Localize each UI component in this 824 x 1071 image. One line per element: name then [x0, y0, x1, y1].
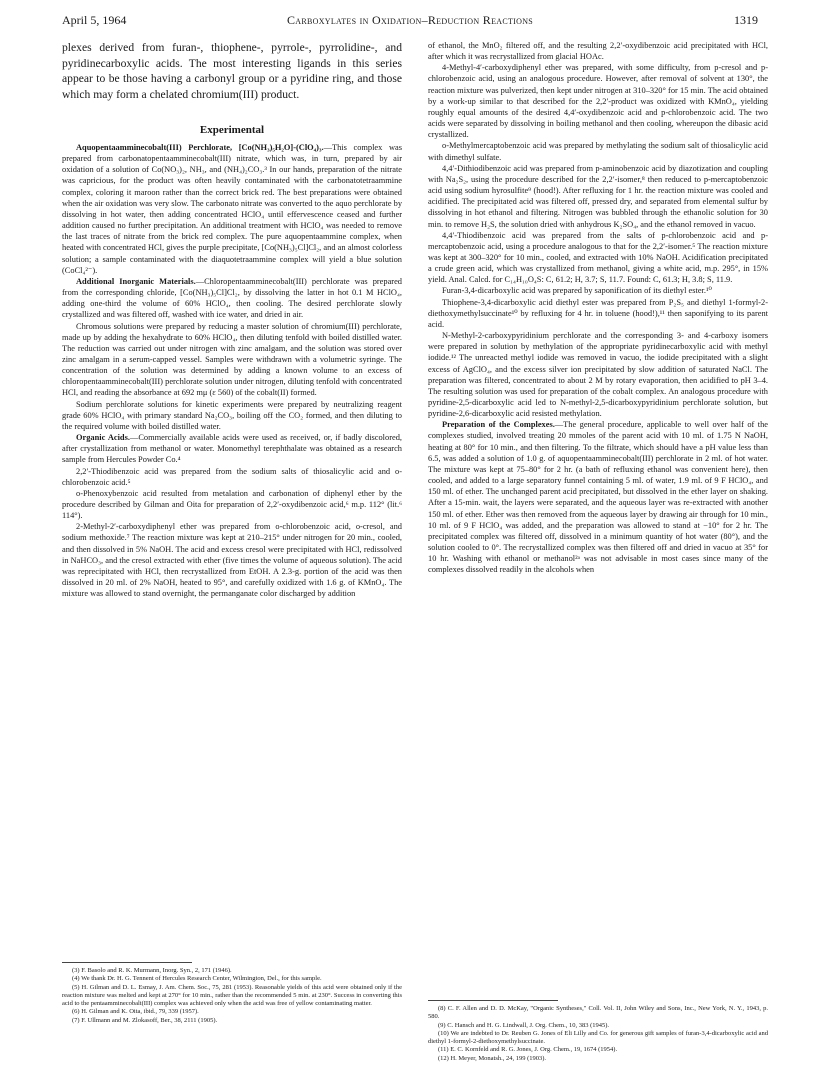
header-title: Carboxylates in Oxidation–Reduction Reactions — [286, 13, 534, 27]
paragraph-continued: of ethanol, the MnO₂ filtered off, and the resulting 2,2′-oxydibenzoic acid precipitated with HCl, after which it was recrystallized from glacial HOAc. — [428, 41, 768, 62]
paragraph-dithiodibenzoic: 4,4′-Dithiodibenzoic acid was prepared from p-aminobenzoic acid by diazotization and coupling with Na₂S₂, using the procedure described for the 2,2′-isomer,⁸ then reduced to p-mercaptobenzoic acid using sodium hyrosulfite⁹ (hood!). After refluxing for 1 hr. the reaction mixture was cooled and acidified. The precipitated acid was filtered off, pressed dry, and separated from elemental sulfur by dissolving in hot ethanol and filtering. Nitrogen was bubbled through the ethanolic solution for 30 min. to remove H₂S, the solution dried with anhydrous K₂SO₄, and the ethanol removed in vacuo. — [428, 163, 768, 229]
footnote: (7) F. Ullmann and M. Zlokasoff, Ber., 38, 2111 (1905). — [72, 1016, 218, 1024]
footnotes-right — [428, 1000, 768, 1063]
footnote: (6) H. Gilman and K. Oita, ibid., 79, 339 (1957). — [72, 1008, 199, 1016]
paragraph-thiodibenzoic: 2,2′-Thiodibenzoic acid was prepared from the sodium salts of thiosalicylic acid and o-chlorobenzoic acid.⁵ — [62, 466, 402, 487]
footnote: (11) E. C. Kornfeld and R. G. Jones, J. Org. Chem., 19, 1674 (1954). — [438, 1046, 618, 1054]
footnote: (12) H. Meyer, Monatsh., 24, 199 (1903). — [438, 1054, 547, 1062]
paragraph-methylmercaptobenzoic: o-Methylmercaptobenzoic acid was prepared by methylating the sodium salt of thiosalicylic acid with dimethyl sulfate. — [428, 141, 768, 162]
footnotes-left — [62, 962, 402, 1025]
paragraph-methyl-carboxydiphenyl: 2-Methyl-2′-carboxydiphenyl ether was prepared from o-chlorobenzoic acid, o-cresol, and sodium methoxide.⁷ The reaction mixture was kept at 210–215° under nitrogen for 20 min., cooled, and then dissolved in 5% NaOH. The acid and excess cresol were precipitated with HCl, redissolved in NaHCO₃, and the cresol extracted with ether (five times the volume of aqueous solution). The acid was reprecipitated with HCl, then recrystallized from EtOH. A 2.3-g. portion of the acid was then dissolved in 20 ml. of 2% NaOH, heated to 95°, and carefully oxidized with 1.6 g. of KMnO₄. The mixture was allowed to stand overnight, the permanganate color discharged by addition — [62, 522, 402, 599]
footnote-rule — [62, 962, 192, 963]
running-header — [62, 10, 758, 30]
paragraph-text: —This complex was prepared from carbonatopentaamminecobalt(III) nitrate, which was, in turn, prepared by air oxidation of a solution of Co(NO₃)₂, NH₃, and (NH₄)₂CO₃.³ In our hands, preparation of the nitrate was capricious, for the product was often heavily contaminated with the carbonatotetraammine complex, coloring it maroon rather than the correct brick red. The best preparations were obtained when the air oxidation was very slow. The carbonato nitrate was converted to the aquo perchlorate by dissolving in hot water, then adding concentrated HClO₄ until effervescence ceased and further addition caused no further precipitation. An additional treatment with HClO₄ was needed to remove the last traces of nitrate from the brick red complex. The pure aquopentaammine complex, when heated with concentrated HCl, gives the purple precipitate, [Co(NH₃)₅Cl]Cl₂, and an almost colorless solution; a sample contaminated with the diaquotetraammine complex will yield a blue solution (CoCl₄²⁻). — [62, 143, 403, 275]
paragraph-text: —Commercially available acids were used as received, or, if badly discolored, after crystallization from methanol or water. Monomethyl terephthalate was obtained as a research sample from Hercules Powder Co.⁴ — [62, 433, 402, 465]
paragraph-methyl-carboxypyridinium: N-Methyl-2-carboxypyridinium perchlorate and the corresponding 3- and 4-carboxy isomers were prepared in solution by methylation of the appropriate pyridinecarboxylic acid with methyl iodide.¹² The unreacted methyl iodide was removed in vacuo, the iodide precipitated with a slight excess of AgClO₄, and the excess silver ion precipitated by slow addition of saturated NaCl. The preparation was filtered, concentrated to about 2 M by rotary evaporation, then acidified to pH 3–4. The resulting solution was used for preparation of the cobalt complex. An analogous procedure with pyridine-2,5-dicarboxylic acid led to N-methyl-2,5-dicarboxypyridinium perchlorate solution, but pyridine-2,6-dicarboxylic acid resisted methylation. — [428, 331, 768, 419]
left-column — [62, 40, 402, 599]
paragraph-preparation-complexes — [428, 419, 768, 575]
paragraph-organic-acids — [62, 432, 402, 465]
paragraph-chromous-solutions: Chromous solutions were prepared by reducing a master solution of chromium(III) perchlorate, made up by adding the hexahydrate to 60% HClO₄, then diluting tenfold with boiled distilled water. The reduction was carried out under nitrogen with zinc amalgam, and the solution was stored over zinc amalgam in a serum-capped vessel. Samples were withdrawn with a volumetric syringe. The concentration of the solution was determined by adding a known volume to an excess of chloropentaamminecobalt(III) perchlorate solution under nitrogen, diluting tenfold with concentrated HCl, and reading the absorbance at 692 mμ (ε 560) of the cobalt(II) formed. — [62, 321, 402, 398]
paragraph-furan-dicarboxylic: Furan-3,4-dicarboxylic acid was prepared by saponification of its diethyl ester.¹⁰ — [442, 286, 712, 296]
paragraph-heading: Organic Acids. — [76, 433, 130, 443]
paragraph-inorganic-materials — [62, 276, 402, 321]
paragraph-phenoxybenzoic: o-Phenoxybenzoic acid resulted from metalation and carbonation of diphenyl ether by the procedure described by Gilman and Oita for preparation of 2,2′-oxydibenzoic acid,⁶ m.p. 112° (lit.⁶ 114°). — [62, 488, 402, 521]
paragraph-thiodibenzoic-44: 4,4′-Thiodibenzoic acid was prepared from the salts of p-chlorobenzoic acid and p-mercaptobenzoic acid, using a procedure analogous to that for the 2,2′-isomer.⁵ The reaction mixture was kept at 300–320° for 10 min., cooled, and extracted with 10% NaOH. Acidification precipitated a crude green acid, which was crystallized from methanol, giving a white acid, m.p. 295°, in 15% yield. Anal. Calcd. for C₁₄H₁₀O₄S: C, 61.2; H, 3.7; S, 11.7. Found: C, 61.3; H, 3.8; S, 11.9. — [428, 230, 768, 285]
footnote: (4) We thank Dr. H. G. Tennent of Hercules Research Center, Wilmington, Del., for this sample. — [72, 975, 322, 983]
paragraph-methyl-carboxydiphenyl-ether: 4-Methyl-4′-carboxydiphenyl ether was prepared, with some difficulty, from p-cresol and p-chlorobenzoic acid, using an analogous procedure. However, after removal of solvent at 130°, the reaction mixture was pulverized, then kept under nitrogen at 310–320° for 15 min. The acid obtained by a work-up similar to that described for the 2,2′-product was oxidized with KMnO₄, yielding roughly equal amounts of the desired 4,4′-oxydibenzoic acid and p-chlorobenzoic acid. The two acids were separated by dissolving in boiling methanol and then cooling, whereupon the dibasic acid crystallized. — [428, 63, 768, 140]
right-column — [428, 40, 768, 576]
header-date: April 5, 1964 — [62, 13, 127, 27]
paragraph-sodium-perchlorate: Sodium perchlorate solutions for kinetic experiments were prepared by neutralizing reagent grade 60% HClO₄ with primary standard Na₂CO₃, boiling off the CO₂ formed, and then diluting to the required volume with boiled distilled water. — [62, 399, 402, 431]
footnote: (3) F. Basolo and R. K. Murmann, Inorg. Syn., 2, 171 (1946). — [72, 967, 232, 974]
paragraph-heading: Aquopentaamminecobalt(III) Perchlorate, [Co(NH₃)₅H₂O]-(ClO₄)₃. — [76, 143, 324, 152]
paragraph-text: —Chloropentaamminecobalt(III) perchlorate was prepared from the corresponding chloride, [Co(NH₃)₅Cl]Cl₂, by dissolving the latter in hot 0.1 M HClO₄, adding one-third the volume of 60% HClO₄, then cooling. The desired perchlorate slowly crystallized and was filtered off, washed with ice water, and dried in air. — [62, 276, 402, 320]
intro-paragraph: plexes derived from furan-, thiophene-, pyrrole-, pyrrolidine-, and pyridinecarboxylic acids. The most interesting ligands in this series appear to be those having a carbonyl group or a pyridine ring, and those which may form a chelated chromium(III) product. — [62, 41, 402, 101]
paragraph-thiophene-dicarboxylic: Thiophene-3,4-dicarboxylic acid diethyl ester was prepared from P₂S₅ and diethyl 1-formyl-2-diethoxymethylsuccinate¹⁰ by refluxing for 4 hr. in toluene (hood!),¹¹ then saponifying to its parent acid. — [428, 297, 768, 329]
footnote: (9) C. Hansch and H. G. Lindwall, J. Org. Chem., 10, 383 (1945). — [438, 1021, 610, 1029]
paragraph-heading: Preparation of the Complexes. — [442, 420, 555, 430]
section-title: Experimental — [199, 124, 265, 136]
footnote-rule — [428, 1000, 558, 1001]
paragraph-aquopentaammine — [62, 142, 402, 276]
footnote: (8) C. F. Allen and D. D. McKay, "Organic Syntheses," Coll. Vol. II, John Wiley and Sons, Inc., New York, N. Y., 1943, p. 580. — [428, 1005, 768, 1021]
footnote: (5) H. Gilman and D. L. Esmay, J. Am. Chem. Soc., 75, 281 (1953). Reasonable yields of this acid were obtained only if the reaction mixture was melted and kept at 270° for 10 min., rather than the recommended 5 min. at 230°. Success in converting this acid to the pentaamminecobalt(III) complex was achieved only when the acid was free of yellow contaminating matter. — [62, 983, 402, 1008]
page-number: 1319 — [734, 13, 758, 27]
footnote: (10) We are indebted to Dr. Reuben G. Jones of Eli Lilly and Co. for generous gift samples of furan-3,4-dicarboxylic acid and diethyl 1-formyl-2-diethoxymethylsuccinate. — [428, 1029, 768, 1046]
paragraph-text: —The general procedure, applicable to well over half of the complexes studied, involved treating 20 mmoles of the parent acid with 10 ml. of 1.75 N NaOH, heating at 80° for 10 min., and then filtering. To the filtrate, which should have a pH value less than 6.5, was added a solution of 1.0 g. of aquopentaamminecobalt(III) perchlorate in 2 ml. of hot water. The mixture was kept at 75–80° for 2 hr. (a bath of refluxing ethanol was convenient here), then cooled, and added to a large separatory funnel containing 5 ml. of water, 1.9 ml. of 9 F HClO₄, and 150 ml. of ether. The unchanged parent acid precipitated, but dissolved in the ether layer on shaking. After a 15-min. wait, the layers were separated, and the aqueous layer was re-extracted with another 150 ml. of ether. Ether was then removed from the aqueous layer by drawing air through for 10 min., 10 ml. of 9 F HClO₄ was added, and the preparation was allowed to stand at −10° for 2 hr. The precipitated complex was filtered off, dissolved in a minimum quantity of hot water (80°), and the solution cooled to 0°. The recrystallized complex was then filtered off and dried in vacuo at 35° for 10 hr. Washing with ethanol or methanol²ᵃ was not advisable in most cases since many of the complexes dissolved readily in the alcohols when — [428, 420, 768, 575]
paragraph-heading: Additional Inorganic Materials. — [76, 276, 196, 286]
